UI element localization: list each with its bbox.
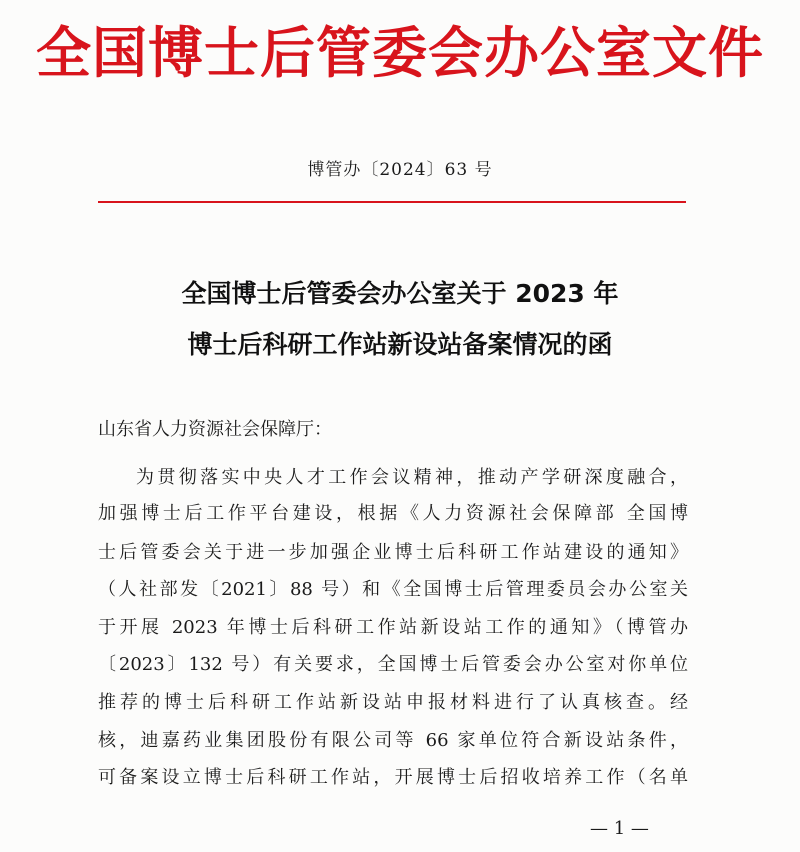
body-paragraph-line: 推荐的博士后科研工作站新设站申报材料进行了认真核查。经 — [98, 692, 688, 713]
body-paragraph-line: 加强博士后工作平台建设，根据《人力资源社会保障部 全国博 — [98, 503, 688, 524]
document-number: 博管办〔2024〕63 号 — [307, 160, 493, 180]
body-paragraph-line: 士后管委会关于进一步加强企业博士后科研工作站建设的通知》 — [98, 542, 688, 563]
body-paragraph-line: 可备案设立博士后科研工作站，开展博士后招收培养工作（名单 — [98, 767, 688, 788]
body-paragraph-line: 〔2023〕132 号）有关要求，全国博士后管委会办公室对你单位 — [98, 654, 688, 675]
page-number: — 1 — — [590, 818, 649, 839]
document-title-line-2: 博士后科研工作站新设站备案情况的函 — [187, 330, 613, 359]
document-title-line-1: 全国博士后管委会办公室关于 2023 年 — [181, 279, 619, 308]
body-paragraph-line: 为贯彻落实中央人才工作会议精神，推动产学研深度融合， — [136, 467, 688, 488]
body-paragraph-line: 于开展 2023 年博士后科研工作站新设站工作的通知》（博管办 — [98, 617, 688, 638]
body-paragraph-line: （人社部发〔2021〕88 号）和《全国博士后管理委员会办公室关 — [98, 579, 688, 600]
body-paragraph-line: 核，迪嘉药业集团股份有限公司等 66 家单位符合新设站条件， — [98, 730, 688, 751]
salutation: 山东省人力资源社会保障厅： — [98, 419, 332, 440]
header-divider — [98, 201, 686, 203]
document-header-title: 全国博士后管委会办公室文件 — [35, 21, 764, 85]
